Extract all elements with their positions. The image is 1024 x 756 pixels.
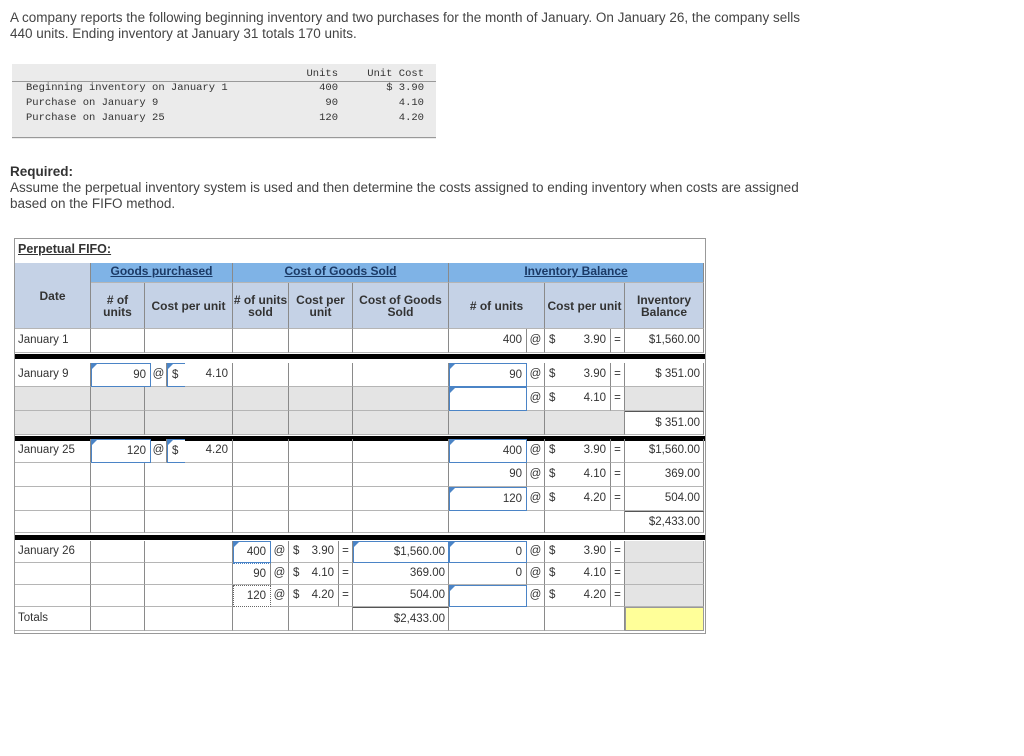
empty-cell bbox=[233, 387, 289, 411]
dollar-sign: $ bbox=[545, 329, 561, 353]
at-sign: @ bbox=[527, 487, 545, 511]
empty-cell bbox=[91, 511, 145, 533]
date-jan-25: January 25 bbox=[15, 439, 91, 463]
dollar-sign: $ bbox=[545, 463, 561, 487]
jan26-balance-units-input-1[interactable]: 0 bbox=[449, 541, 527, 563]
jan26-sold-cost-2: 4.10 bbox=[305, 563, 339, 585]
group-cost-of-goods-sold: Cost of Goods Sold bbox=[233, 263, 449, 283]
required-section bbox=[10, 164, 1010, 212]
given-row-units: 120 bbox=[319, 112, 338, 124]
jan26-sold-cost-3: 4.20 bbox=[305, 585, 339, 607]
at-sign: @ bbox=[271, 585, 289, 607]
col-purchased-cost: Cost per unit bbox=[145, 283, 233, 329]
dollar-sign: $ bbox=[545, 563, 561, 585]
jan26-units-sold-2[interactable]: 90 bbox=[233, 563, 271, 585]
empty-cell bbox=[15, 511, 91, 533]
col-date: Date bbox=[15, 263, 91, 329]
empty-cell bbox=[145, 585, 233, 607]
equals-sign: = bbox=[611, 439, 625, 463]
jan26-cogs-2[interactable]: 369.00 bbox=[353, 563, 449, 585]
empty-cell bbox=[91, 463, 145, 487]
at-sign: @ bbox=[271, 563, 289, 585]
empty-cell bbox=[449, 607, 545, 631]
jan26-balance-total-2 bbox=[625, 563, 704, 585]
col-cogs: Cost of Goods Sold bbox=[353, 283, 449, 329]
empty-cell bbox=[91, 585, 145, 607]
dollar-sign: $ bbox=[289, 541, 305, 563]
empty-cell bbox=[289, 607, 353, 631]
empty-cell bbox=[233, 329, 289, 353]
empty-cell bbox=[91, 329, 145, 353]
jan26-balance-cost-2: 4.10 bbox=[561, 563, 611, 585]
empty-cell bbox=[233, 487, 289, 511]
empty-cell bbox=[15, 585, 91, 607]
ending-inventory-answer-input[interactable] bbox=[625, 607, 704, 631]
empty-cell bbox=[545, 511, 625, 533]
jan26-cogs-3[interactable]: 504.00 bbox=[353, 585, 449, 607]
empty-cell bbox=[289, 387, 353, 411]
empty-cell bbox=[545, 607, 625, 631]
required-line-2: based on the FIFO method. bbox=[10, 196, 176, 211]
jan25-purchase-cost-input[interactable]: 4.20 bbox=[185, 439, 233, 463]
required-line-1: Assume the perpetual inventory system is used and then determine the costs assigned to ending inventory when costs are assigned bbox=[10, 180, 799, 195]
col-inventory-balance: Inventory Balance bbox=[625, 283, 704, 329]
dollar-sign: $ bbox=[167, 363, 185, 387]
jan9-balance-units-input-1[interactable]: 90 bbox=[449, 363, 527, 387]
at-sign: @ bbox=[527, 363, 545, 387]
jan25-balance-cost-1: 3.90 bbox=[561, 439, 611, 463]
empty-cell bbox=[353, 387, 449, 411]
equals-sign: = bbox=[611, 363, 625, 387]
jan25-balance-units-2[interactable]: 90 bbox=[449, 463, 527, 487]
intro-line-2: 440 units. Ending inventory at January 31 totals 170 units. bbox=[10, 26, 357, 41]
dollar-sign: $ bbox=[289, 585, 305, 607]
at-sign: @ bbox=[527, 585, 545, 607]
given-row-label: Purchase on January 25 bbox=[26, 112, 165, 124]
row-separator bbox=[15, 535, 705, 540]
given-row-cost: 4.10 bbox=[398, 97, 424, 109]
empty-cell bbox=[145, 607, 233, 631]
at-sign: @ bbox=[527, 329, 545, 353]
empty-cell bbox=[145, 329, 233, 353]
empty-cell bbox=[353, 329, 449, 353]
given-row-cost: $ 3.90 bbox=[386, 82, 424, 94]
jan1-balance-total: $1,560.00 bbox=[625, 329, 704, 353]
given-cost-header: Unit Cost bbox=[367, 68, 424, 80]
jan9-balance-total-2 bbox=[625, 387, 704, 411]
jan26-balance-cost-1: 3.90 bbox=[561, 541, 611, 563]
jan26-units-sold-input-1[interactable]: 400 bbox=[233, 541, 271, 563]
col-sold-cost: Cost per unit bbox=[289, 283, 353, 329]
jan25-balance-cost-2: 4.10 bbox=[561, 463, 611, 487]
empty-cell bbox=[15, 463, 91, 487]
dollar-sign: $ bbox=[289, 563, 305, 585]
jan26-balance-cost-3: 4.20 bbox=[561, 585, 611, 607]
equals-sign: = bbox=[611, 329, 625, 353]
empty-cell bbox=[289, 463, 353, 487]
dollar-sign: $ bbox=[545, 439, 561, 463]
equals-sign: = bbox=[611, 463, 625, 487]
empty-cell bbox=[233, 363, 289, 387]
jan25-balance-total-1: $1,560.00 bbox=[625, 439, 704, 463]
equals-sign: = bbox=[611, 563, 625, 585]
jan9-balance-subtotal: $ 351.00 bbox=[625, 411, 704, 435]
empty-cell bbox=[91, 487, 145, 511]
empty-cell bbox=[289, 363, 353, 387]
jan25-balance-cost-3: 4.20 bbox=[561, 487, 611, 511]
jan1-balance-cost: 3.90 bbox=[561, 329, 611, 353]
empty-cell bbox=[15, 411, 91, 435]
jan26-sold-cost-1: 3.90 bbox=[305, 541, 339, 563]
empty-cell bbox=[353, 363, 449, 387]
empty-cell bbox=[91, 541, 145, 563]
empty-cell bbox=[233, 411, 289, 435]
at-sign: @ bbox=[151, 363, 167, 387]
equals-sign: = bbox=[611, 585, 625, 607]
jan9-balance-units-input-2[interactable] bbox=[449, 387, 527, 411]
equals-sign: = bbox=[611, 487, 625, 511]
empty-cell bbox=[289, 329, 353, 353]
jan26-units-sold-3[interactable]: 120 bbox=[233, 585, 271, 607]
at-sign: @ bbox=[527, 387, 545, 411]
problem-intro bbox=[10, 10, 1010, 42]
at-sign: @ bbox=[527, 439, 545, 463]
empty-cell bbox=[545, 411, 625, 435]
totals-label: Totals bbox=[15, 607, 91, 631]
jan25-purchase-units-input[interactable]: 120 bbox=[91, 439, 151, 463]
jan25-balance-subtotal: $2,433.00 bbox=[625, 511, 704, 533]
date-jan-26: January 26 bbox=[15, 541, 91, 563]
equals-sign: = bbox=[339, 563, 353, 585]
given-data-box bbox=[12, 64, 436, 139]
empty-cell bbox=[289, 487, 353, 511]
empty-cell bbox=[145, 541, 233, 563]
empty-cell bbox=[289, 411, 353, 435]
col-units-sold: # of units sold bbox=[233, 283, 289, 329]
dollar-sign: $ bbox=[545, 585, 561, 607]
empty-cell bbox=[449, 511, 545, 533]
group-goods-purchased: Goods purchased bbox=[91, 263, 233, 283]
empty-cell bbox=[353, 487, 449, 511]
col-balance-cost: Cost per unit bbox=[545, 283, 625, 329]
at-sign: @ bbox=[527, 563, 545, 585]
given-row-units: 90 bbox=[325, 97, 338, 109]
empty-cell bbox=[15, 487, 91, 511]
jan26-cogs-1[interactable]: $1,560.00 bbox=[353, 541, 449, 563]
empty-cell bbox=[353, 411, 449, 435]
empty-cell bbox=[353, 511, 449, 533]
empty-cell bbox=[15, 563, 91, 585]
at-sign: @ bbox=[151, 439, 167, 463]
given-row-cost: 4.20 bbox=[398, 112, 424, 124]
jan26-balance-total-3 bbox=[625, 585, 704, 607]
date-jan-9: January 9 bbox=[15, 363, 91, 387]
empty-cell bbox=[233, 439, 289, 463]
col-balance-units: # of units bbox=[449, 283, 545, 329]
group-inventory-balance: Inventory Balance bbox=[449, 263, 704, 283]
empty-cell bbox=[449, 411, 545, 435]
at-sign: @ bbox=[271, 541, 289, 563]
jan26-balance-units-input-3[interactable] bbox=[449, 585, 527, 607]
dollar-sign: $ bbox=[545, 487, 561, 511]
at-sign: @ bbox=[527, 541, 545, 563]
perpetual-fifo-table bbox=[14, 238, 706, 634]
empty-cell bbox=[145, 387, 233, 411]
equals-sign: = bbox=[611, 387, 625, 411]
empty-cell bbox=[145, 411, 233, 435]
row-separator bbox=[15, 354, 705, 359]
equals-sign: = bbox=[611, 541, 625, 563]
empty-cell bbox=[145, 563, 233, 585]
empty-cell bbox=[233, 463, 289, 487]
empty-cell bbox=[91, 607, 145, 631]
col-purchased-units: # of units bbox=[91, 283, 145, 329]
empty-cell bbox=[91, 563, 145, 585]
empty-cell bbox=[233, 607, 289, 631]
intro-line-1: A company reports the following beginning inventory and two purchases for the month of January. On January 26, the company sells bbox=[10, 10, 800, 25]
empty-cell bbox=[91, 387, 145, 411]
empty-cell bbox=[289, 439, 353, 463]
jan9-balance-cost-1: 3.90 bbox=[561, 363, 611, 387]
jan26-balance-units-2[interactable]: 0 bbox=[449, 563, 527, 585]
equals-sign: = bbox=[339, 585, 353, 607]
jan9-purchase-cost-input[interactable]: 4.10 bbox=[185, 363, 233, 387]
dollar-sign: $ bbox=[167, 439, 185, 463]
empty-cell bbox=[353, 463, 449, 487]
empty-cell bbox=[15, 387, 91, 411]
jan1-balance-units: 400 bbox=[449, 329, 527, 353]
empty-cell bbox=[145, 487, 233, 511]
jan9-balance-total-1: $ 351.00 bbox=[625, 363, 704, 387]
table-caption: Perpetual FIFO: bbox=[18, 242, 112, 256]
jan9-balance-cost-2: 4.10 bbox=[561, 387, 611, 411]
jan25-balance-units-input-1[interactable]: 400 bbox=[449, 439, 527, 463]
given-row-label: Purchase on January 9 bbox=[26, 97, 159, 109]
given-units-header: Units bbox=[306, 68, 338, 80]
empty-cell bbox=[353, 439, 449, 463]
given-bottom-rule bbox=[12, 137, 436, 138]
given-row-units: 400 bbox=[319, 82, 338, 94]
jan25-balance-total-3: 504.00 bbox=[625, 487, 704, 511]
at-sign: @ bbox=[527, 463, 545, 487]
jan26-balance-total-1 bbox=[625, 541, 704, 563]
dollar-sign: $ bbox=[545, 363, 561, 387]
equals-sign: = bbox=[339, 541, 353, 563]
empty-cell bbox=[289, 511, 353, 533]
empty-cell bbox=[91, 411, 145, 435]
dollar-sign: $ bbox=[545, 387, 561, 411]
total-cogs: $2,433.00 bbox=[353, 607, 449, 631]
dollar-sign: $ bbox=[545, 541, 561, 563]
jan25-balance-units-input-3[interactable]: 120 bbox=[449, 487, 527, 511]
jan9-purchase-units-input[interactable]: 90 bbox=[91, 363, 151, 387]
required-heading: Required: bbox=[10, 164, 74, 179]
date-jan-1: January 1 bbox=[15, 329, 91, 353]
empty-cell bbox=[145, 463, 233, 487]
given-row-label: Beginning inventory on January 1 bbox=[26, 82, 228, 94]
empty-cell bbox=[145, 511, 233, 533]
jan25-balance-total-2: 369.00 bbox=[625, 463, 704, 487]
empty-cell bbox=[233, 511, 289, 533]
